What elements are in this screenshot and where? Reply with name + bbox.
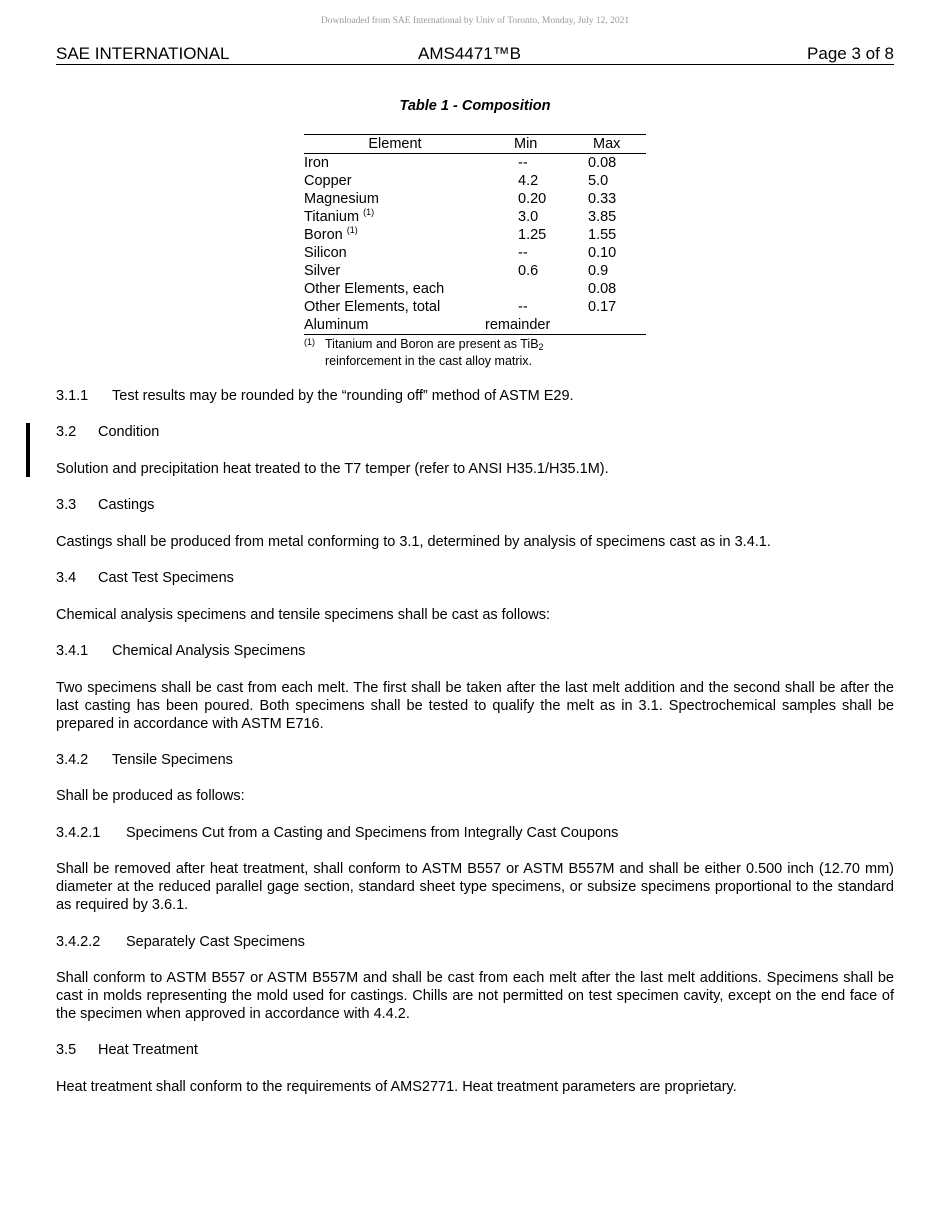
footnote-mark: (1) — [304, 337, 315, 347]
section-3-4-2-1-paragraph: Shall be removed after heat treatment, shall conform to ASTM B557 or ASTM B557M and shall be either 0.500 inch (12.70 mm) diameter at the reduced parallel gage section, standard sheet type specimens, or subsize specimens proportional to the standard as required by 3.6.1. — [56, 861, 894, 913]
cell-element: Iron — [304, 155, 329, 171]
section-title: Cast Test Specimens — [98, 570, 234, 586]
section-number: 3.4.2.1 — [56, 825, 101, 841]
section-3-5-paragraph: Heat treatment shall conform to the requirements of AMS2771. Heat treatment parameters are proprietary. — [56, 1079, 737, 1095]
table-row-remainder — [304, 316, 646, 335]
header-max: Max — [593, 136, 621, 152]
section-title: Castings — [98, 497, 155, 513]
section-title: Separately Cast Specimens — [126, 934, 305, 950]
section-text: Test results may be rounded by the “rounding off” method of ASTM E29. — [112, 388, 574, 404]
table-footnote — [304, 336, 604, 369]
table-row — [304, 280, 646, 298]
cell-min: -- — [518, 245, 528, 261]
footnote-ref: (1) — [363, 207, 375, 218]
cell-max: 0.10 — [588, 245, 617, 261]
section-title: Heat Treatment — [98, 1042, 198, 1058]
table-caption: Table 1 - Composition — [399, 98, 551, 114]
footnote-subscript: 2 — [538, 342, 544, 352]
table-row — [304, 226, 646, 244]
cell-element: Silver — [304, 263, 341, 279]
header-element: Element — [368, 136, 422, 152]
cell-max: 1.55 — [588, 227, 617, 243]
table-row — [304, 190, 646, 208]
cell-element: Other Elements, each — [304, 281, 445, 297]
section-number: 3.4.2 — [56, 752, 89, 768]
section-3-4-paragraph: Chemical analysis specimens and tensile specimens shall be cast as follows: — [56, 607, 551, 623]
section-3-2-paragraph: Solution and precipitation heat treated to the T7 temper (refer to ANSI H35.1/H35.1M). — [56, 461, 609, 477]
cell-element: Magnesium — [304, 191, 379, 207]
cell-element: Boron $^{(1)}$ — [304, 225, 358, 243]
section-number: 3.4.1 — [56, 643, 89, 659]
cell-max: 5.0 — [588, 173, 609, 189]
section-title: Specimens Cut from a Casting and Specimens from Integrally Cast Coupons — [126, 825, 619, 841]
composition-table — [304, 134, 646, 335]
section-title: Tensile Specimens — [112, 752, 233, 768]
cell-max: 0.08 — [588, 281, 617, 297]
section-3-3-paragraph: Castings shall be produced from metal conforming to 3.1, determined by analysis of specimens cast as in 3.4.1. — [56, 534, 771, 550]
section-3-5-heading — [56, 1041, 894, 1059]
cell-min: 3.0 — [518, 209, 539, 225]
section-number: 3.2 — [56, 424, 77, 440]
cell-element: Titanium $^{(1)}$ — [304, 207, 375, 225]
cell-min: 1.25 — [518, 227, 547, 243]
section-number: 3.4.2.2 — [56, 934, 101, 950]
cell-min: -- — [518, 299, 528, 315]
cell-min: 0.20 — [518, 191, 547, 207]
cell-min: 4.2 — [518, 173, 539, 189]
table-row — [304, 208, 646, 226]
section-3-4-heading — [56, 569, 894, 587]
section-3-4-2-2-heading — [56, 933, 894, 951]
cell-max: 0.08 — [588, 155, 617, 171]
header-org: SAE INTERNATIONAL — [56, 44, 230, 63]
cell-max: 3.85 — [588, 209, 617, 225]
section-3-4-2-2-paragraph: Shall conform to ASTM B557 or ASTM B557M and shall be cast from each melt after the last melt additions. Specimens shall be cast in molds representing the mold used for castings. Chills are not permitted on test specimen cavity, except on the end face of the specimen when approved in accordance with 4.4.2. — [56, 970, 894, 1022]
table-row — [304, 172, 646, 190]
cell-element: Silicon — [304, 245, 347, 261]
section-3-1-1 — [56, 387, 894, 405]
section-number: 3.1.1 — [56, 388, 89, 404]
footnote-ref: (1) — [346, 225, 358, 236]
cell-max: 0.33 — [588, 191, 617, 207]
header-min: Min — [514, 136, 538, 152]
cell-max: 0.9 — [588, 263, 609, 279]
section-title: Condition — [98, 424, 160, 440]
section-3-4-2-1-heading — [56, 824, 894, 842]
section-number: 3.4 — [56, 570, 77, 586]
cell-remainder: remainder — [485, 317, 551, 333]
table-row — [304, 298, 646, 316]
table-header-row — [304, 135, 646, 154]
section-3-3-heading — [56, 496, 894, 514]
cell-min: 0.6 — [518, 263, 539, 279]
section-3-4-2-paragraph: Shall be produced as follows: — [56, 788, 245, 804]
cell-element: Other Elements, total — [304, 299, 441, 315]
revision-change-bar — [26, 423, 30, 477]
download-notice: Downloaded from SAE International by Univ of Toronto, Monday, July 12, 2021 — [320, 16, 630, 26]
table-row — [304, 154, 646, 172]
section-number: 3.5 — [56, 1042, 77, 1058]
section-3-4-1-paragraph: Two specimens shall be cast from each melt. The first shall be taken after the last melt addition and the second shall be after the last casting has been poured. Both specimens shall be tested to qualify the melt as in 3.1. Spectrochemical samples shall be prepared in accordance with ASTM E716. — [56, 680, 894, 732]
section-3-2-heading — [56, 423, 894, 441]
table-row — [304, 262, 646, 280]
cell-max: 0.17 — [588, 299, 617, 315]
page-header — [56, 44, 894, 65]
header-doc-number: AMS4471™B — [418, 44, 521, 63]
section-3-4-1-heading — [56, 642, 894, 660]
table-row — [304, 244, 646, 262]
cell-element: Aluminum — [304, 317, 369, 333]
header-page-number: Page 3 of 8 — [807, 44, 894, 63]
section-3-4-2-heading — [56, 751, 894, 769]
cell-min: -- — [518, 155, 528, 171]
cell-element: Copper — [304, 173, 352, 189]
section-title: Chemical Analysis Specimens — [112, 643, 306, 659]
section-number: 3.3 — [56, 497, 77, 513]
footnote-text: Titanium and Boron are present as TiB$_2$ reinforcement in the cast alloy matrix. — [325, 337, 544, 368]
